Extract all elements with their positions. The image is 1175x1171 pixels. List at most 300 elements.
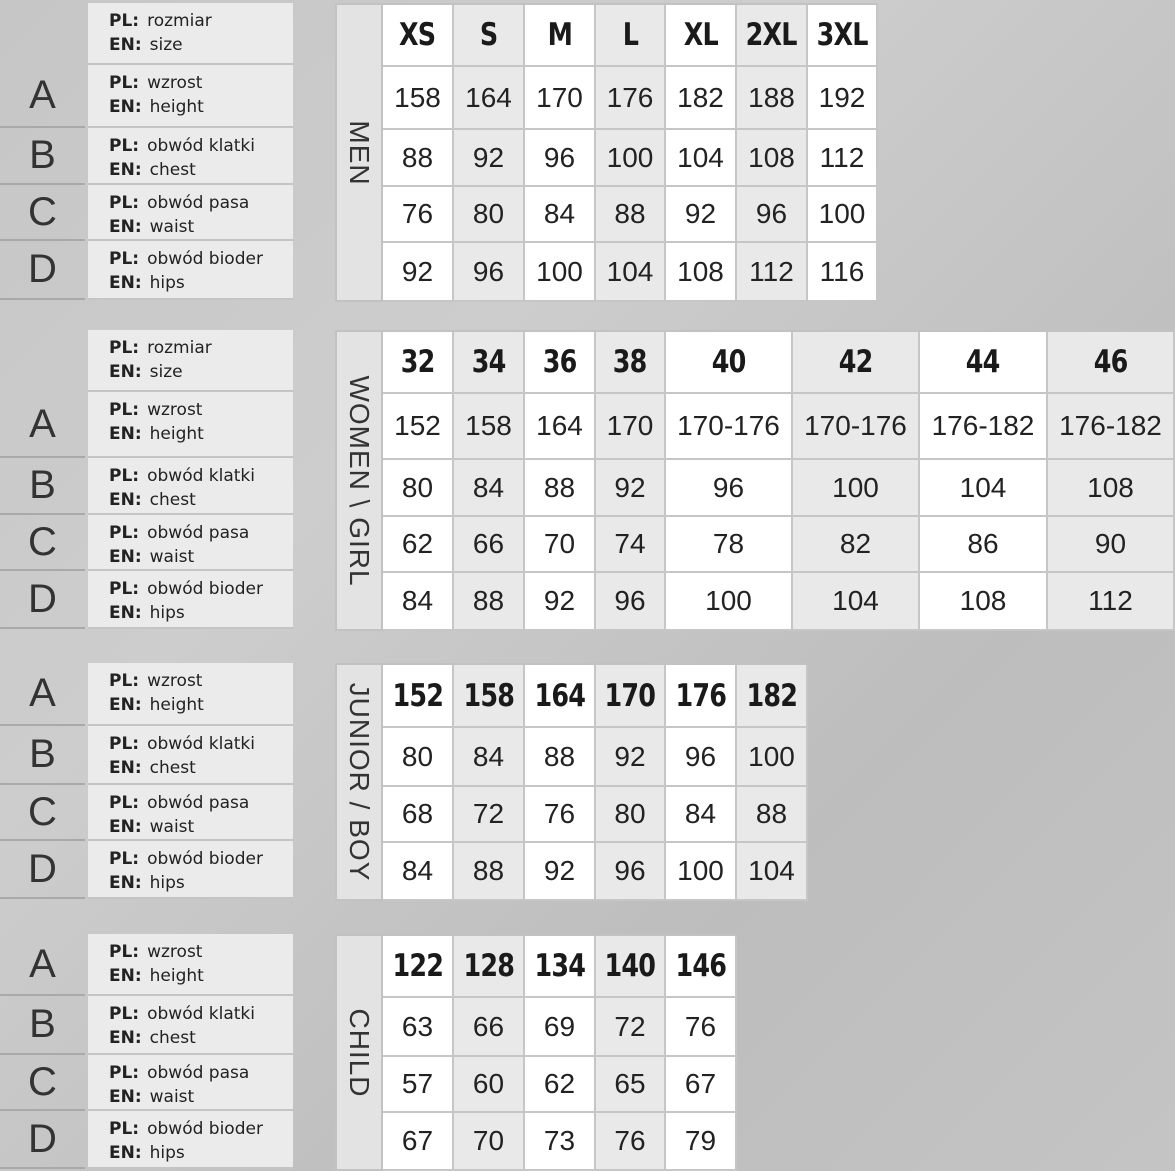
label-en-text: height xyxy=(149,695,204,715)
size-header-text: 182 xyxy=(746,677,797,714)
value-cell: 76 xyxy=(666,998,737,1057)
value-cell: 158 xyxy=(383,67,454,130)
prefix-pl: PL: xyxy=(109,1119,140,1139)
size-header-cell xyxy=(737,5,808,67)
value-cell: 96 xyxy=(737,187,808,243)
measure-letter: D xyxy=(0,571,85,629)
size-header-cell xyxy=(525,5,596,67)
value-cell: 79 xyxy=(666,1113,737,1171)
label-en-text: height xyxy=(149,424,204,444)
size-header-cell xyxy=(666,665,737,728)
prefix-pl: PL: xyxy=(109,671,140,691)
value-cell: 84 xyxy=(383,843,454,901)
size-header-text: 42 xyxy=(838,344,873,380)
size-header-cell xyxy=(383,5,454,67)
value-cell: 65 xyxy=(596,1057,666,1113)
prefix-en: EN: xyxy=(109,1087,142,1107)
measure-label xyxy=(88,241,293,300)
label-en-text: size xyxy=(149,35,183,55)
table-junior xyxy=(335,663,808,901)
measure-label xyxy=(88,1111,293,1169)
value-cell: 182 xyxy=(666,67,737,130)
prefix-en: EN: xyxy=(109,695,142,715)
label-en xyxy=(109,488,293,512)
value-cell: 96 xyxy=(596,573,666,631)
size-header-text: 146 xyxy=(675,948,726,984)
section-women xyxy=(0,330,1175,629)
label-en xyxy=(109,815,293,839)
value-cell: 88 xyxy=(454,573,525,631)
table-child xyxy=(335,934,737,1171)
value-cell: 88 xyxy=(525,460,596,517)
label-pl xyxy=(109,847,293,871)
label-pl xyxy=(109,1117,293,1141)
value-cell: 84 xyxy=(383,573,454,631)
value-cell: 92 xyxy=(596,460,666,517)
label-pl xyxy=(109,791,293,815)
section-men xyxy=(0,3,1175,300)
size-header-text: L xyxy=(622,17,638,53)
label-pl-text: obwód klatki xyxy=(147,466,256,486)
label-pl xyxy=(109,1002,293,1026)
size-header-text: 36 xyxy=(542,344,577,380)
label-en xyxy=(109,1141,293,1165)
label-pl-text: wzrost xyxy=(147,671,203,691)
measure-letter: A xyxy=(0,65,85,128)
size-header-text: 38 xyxy=(613,344,647,380)
label-en-text: height xyxy=(149,97,204,117)
measure-letter: B xyxy=(0,996,85,1055)
value-cell: 63 xyxy=(383,998,454,1057)
prefix-pl: PL: xyxy=(109,193,140,213)
label-en xyxy=(109,693,293,717)
prefix-en: EN: xyxy=(109,547,142,567)
size-header-cell xyxy=(1048,332,1175,394)
value-cell: 100 xyxy=(793,460,920,517)
prefix-pl: PL: xyxy=(109,1063,140,1083)
value-cell: 170 xyxy=(596,394,666,460)
value-cell: 112 xyxy=(737,243,808,302)
value-cell: 192 xyxy=(808,67,878,130)
size-header-text: 3XL xyxy=(816,17,868,53)
value-cell: 90 xyxy=(1048,517,1175,573)
label-pl-text: obwód pasa xyxy=(147,193,250,213)
value-cell: 57 xyxy=(383,1057,454,1113)
label-en-text: chest xyxy=(149,1028,196,1048)
size-header-cell xyxy=(383,332,454,394)
label-pl xyxy=(109,521,293,545)
value-cell: 84 xyxy=(525,187,596,243)
prefix-en: EN: xyxy=(109,217,142,237)
label-pl xyxy=(109,9,293,33)
value-cell: 108 xyxy=(920,573,1048,631)
measure-letter: D xyxy=(0,241,85,300)
prefix-pl: PL: xyxy=(109,734,140,754)
size-header-text: 134 xyxy=(534,948,585,984)
size-header-cell xyxy=(596,936,666,998)
value-cell: 158 xyxy=(454,394,525,460)
measure-label xyxy=(88,785,293,841)
label-en xyxy=(109,964,293,988)
label-pl xyxy=(109,191,293,215)
label-en-text: waist xyxy=(149,547,195,567)
label-pl xyxy=(109,247,293,271)
prefix-pl: PL: xyxy=(109,466,140,486)
size-label xyxy=(88,330,293,392)
prefix-pl: PL: xyxy=(109,942,140,962)
measure-letter: C xyxy=(0,1055,85,1111)
value-cell: 176-182 xyxy=(920,394,1048,460)
label-pl-text: obwód klatki xyxy=(147,136,256,156)
prefix-en: EN: xyxy=(109,817,142,837)
measure-letter: B xyxy=(0,726,85,785)
value-cell: 88 xyxy=(383,130,454,187)
value-cell: 62 xyxy=(383,517,454,573)
label-pl-text: wzrost xyxy=(147,942,203,962)
label-pl-text: obwód pasa xyxy=(147,793,250,813)
measure-letter: D xyxy=(0,1111,85,1169)
category-title: CHILD xyxy=(344,1007,375,1098)
value-cell: 176 xyxy=(596,67,666,130)
value-cell: 92 xyxy=(383,243,454,302)
prefix-pl: PL: xyxy=(109,249,140,269)
label-en xyxy=(109,158,293,182)
size-header-text: 152 xyxy=(392,677,443,714)
size-header-cell xyxy=(596,332,666,394)
value-cell: 164 xyxy=(525,394,596,460)
size-header-text: 158 xyxy=(463,677,514,714)
value-cell: 100 xyxy=(808,187,878,243)
section-child xyxy=(0,934,1175,1169)
category-title: JUNIOR / BOY xyxy=(344,682,375,882)
size-header-cell xyxy=(454,5,525,67)
measure-label xyxy=(88,128,293,185)
label-en-text: hips xyxy=(149,273,185,293)
value-cell: 88 xyxy=(454,843,525,901)
measure-label xyxy=(88,571,293,629)
value-cell: 72 xyxy=(596,998,666,1057)
label-pl xyxy=(109,669,293,693)
value-cell: 80 xyxy=(454,187,525,243)
measure-label xyxy=(88,458,293,515)
label-pl xyxy=(109,336,293,360)
prefix-en: EN: xyxy=(109,966,142,986)
prefix-pl: PL: xyxy=(109,579,140,599)
label-en xyxy=(109,601,293,625)
label-en xyxy=(109,1026,293,1050)
value-cell: 78 xyxy=(666,517,793,573)
prefix-en: EN: xyxy=(109,1028,142,1048)
value-cell: 80 xyxy=(596,787,666,843)
value-cell: 92 xyxy=(596,728,666,787)
measure-label xyxy=(88,934,293,996)
value-cell: 104 xyxy=(666,130,737,187)
measure-label xyxy=(88,663,293,726)
measure-label xyxy=(88,185,293,241)
measure-letter: A xyxy=(0,934,85,996)
value-cell: 176-182 xyxy=(1048,394,1175,460)
label-pl xyxy=(109,940,293,964)
size-header-text: 44 xyxy=(966,344,1000,380)
measure-label xyxy=(88,65,293,128)
size-header-text: 128 xyxy=(463,948,514,984)
size-header-cell xyxy=(920,332,1048,394)
measure-label xyxy=(88,996,293,1055)
value-cell: 84 xyxy=(666,787,737,843)
value-cell: 92 xyxy=(525,573,596,631)
value-cell: 82 xyxy=(793,517,920,573)
measure-letter: C xyxy=(0,785,85,841)
size-label xyxy=(88,3,293,65)
value-cell: 104 xyxy=(793,573,920,631)
measure-label xyxy=(88,392,293,458)
label-pl-text: obwód pasa xyxy=(147,523,250,543)
size-header-text: 34 xyxy=(471,344,506,380)
table-women xyxy=(335,330,1175,631)
label-pl-text: obwód klatki xyxy=(147,734,256,754)
value-cell: 152 xyxy=(383,394,454,460)
size-header-text: 2XL xyxy=(745,17,798,53)
label-pl-text: obwód klatki xyxy=(147,1004,256,1024)
value-cell: 88 xyxy=(596,187,666,243)
measure-label xyxy=(88,515,293,571)
category-title: WOMEN \ GIRL xyxy=(344,374,375,587)
label-pl-text: obwód bioder xyxy=(147,579,263,599)
value-cell: 188 xyxy=(737,67,808,130)
value-cell: 104 xyxy=(737,843,808,901)
value-cell: 70 xyxy=(525,517,596,573)
label-en-text: waist xyxy=(149,1087,195,1107)
label-en-text: hips xyxy=(149,1143,185,1163)
value-cell: 66 xyxy=(454,998,525,1057)
size-header-text: 40 xyxy=(711,344,746,380)
prefix-pl: PL: xyxy=(109,136,140,156)
value-cell: 72 xyxy=(454,787,525,843)
label-pl-text: obwód bioder xyxy=(147,249,263,269)
value-cell: 96 xyxy=(525,130,596,187)
value-cell: 92 xyxy=(666,187,737,243)
size-header-cell xyxy=(454,332,525,394)
label-pl-text: obwód bioder xyxy=(147,849,263,869)
value-cell: 84 xyxy=(454,728,525,787)
size-header-cell xyxy=(596,665,666,728)
value-cell: 92 xyxy=(454,130,525,187)
value-cell: 112 xyxy=(808,130,878,187)
label-en xyxy=(109,215,293,239)
prefix-en: EN: xyxy=(109,873,142,893)
label-pl-text: obwód bioder xyxy=(147,1119,263,1139)
value-cell: 76 xyxy=(383,187,454,243)
label-en xyxy=(109,271,293,295)
label-pl xyxy=(109,398,293,422)
prefix-pl: PL: xyxy=(109,1004,140,1024)
size-header-cell xyxy=(666,936,737,998)
value-cell: 80 xyxy=(383,460,454,517)
label-en-text: waist xyxy=(149,217,195,237)
prefix-en: EN: xyxy=(109,362,142,382)
value-cell: 100 xyxy=(596,130,666,187)
value-cell: 69 xyxy=(525,998,596,1057)
label-en xyxy=(109,422,293,446)
label-en-text: height xyxy=(149,966,204,986)
value-cell: 70 xyxy=(454,1113,525,1171)
prefix-pl: PL: xyxy=(109,849,140,869)
value-cell: 108 xyxy=(1048,460,1175,517)
value-cell: 170 xyxy=(525,67,596,130)
value-cell: 67 xyxy=(383,1113,454,1171)
label-en xyxy=(109,1085,293,1109)
size-header-text: XL xyxy=(683,17,718,53)
value-cell: 92 xyxy=(525,843,596,901)
value-cell: 86 xyxy=(920,517,1048,573)
value-cell: 100 xyxy=(666,843,737,901)
measure-letter: A xyxy=(0,392,85,458)
size-header-text: XS xyxy=(399,17,436,53)
value-cell: 100 xyxy=(666,573,793,631)
label-en xyxy=(109,95,293,119)
measure-letter: B xyxy=(0,128,85,185)
measure-label xyxy=(88,841,293,899)
value-cell: 170-176 xyxy=(666,394,793,460)
category-label xyxy=(337,5,383,300)
label-en-text: chest xyxy=(149,490,196,510)
measure-label xyxy=(88,726,293,785)
value-cell: 68 xyxy=(383,787,454,843)
prefix-pl: PL: xyxy=(109,11,140,31)
value-cell: 100 xyxy=(737,728,808,787)
label-en-text: hips xyxy=(149,603,185,623)
measure-letter: D xyxy=(0,841,85,899)
size-header-cell xyxy=(596,5,666,67)
value-cell: 96 xyxy=(596,843,666,901)
value-cell: 116 xyxy=(808,243,878,302)
size-header-cell xyxy=(666,332,793,394)
prefix-pl: PL: xyxy=(109,338,140,358)
label-pl xyxy=(109,1061,293,1085)
label-en xyxy=(109,545,293,569)
prefix-pl: PL: xyxy=(109,400,140,420)
label-pl-text: wzrost xyxy=(147,73,203,93)
value-cell: 73 xyxy=(525,1113,596,1171)
value-cell: 88 xyxy=(737,787,808,843)
table-men xyxy=(335,3,878,302)
size-header-text: 46 xyxy=(1093,344,1128,380)
prefix-pl: PL: xyxy=(109,73,140,93)
category-title: MEN xyxy=(344,119,375,186)
label-en-text: chest xyxy=(149,758,196,778)
prefix-en: EN: xyxy=(109,35,142,55)
label-en-text: size xyxy=(149,362,183,382)
value-cell: 96 xyxy=(666,460,793,517)
size-header-cell xyxy=(808,5,878,67)
prefix-en: EN: xyxy=(109,97,142,117)
label-pl xyxy=(109,464,293,488)
prefix-en: EN: xyxy=(109,1143,142,1163)
value-cell: 170-176 xyxy=(793,394,920,460)
label-en-text: chest xyxy=(149,160,196,180)
value-cell: 62 xyxy=(525,1057,596,1113)
category-label xyxy=(337,665,383,899)
value-cell: 164 xyxy=(454,67,525,130)
size-header-text: 32 xyxy=(400,344,435,380)
value-cell: 108 xyxy=(737,130,808,187)
measure-letter: C xyxy=(0,515,85,571)
value-cell: 76 xyxy=(525,787,596,843)
size-header-text: M xyxy=(547,17,572,53)
label-en xyxy=(109,756,293,780)
prefix-pl: PL: xyxy=(109,523,140,543)
label-pl-text: wzrost xyxy=(147,400,203,420)
label-pl-text: obwód pasa xyxy=(147,1063,250,1083)
label-pl-text: rozmiar xyxy=(147,338,212,358)
value-cell: 96 xyxy=(666,728,737,787)
label-en xyxy=(109,871,293,895)
size-header-cell xyxy=(454,936,525,998)
label-pl xyxy=(109,134,293,158)
value-cell: 100 xyxy=(525,243,596,302)
size-header-text: 122 xyxy=(392,948,443,984)
category-label xyxy=(337,332,383,629)
value-cell: 112 xyxy=(1048,573,1175,631)
prefix-en: EN: xyxy=(109,273,142,293)
value-cell: 66 xyxy=(454,517,525,573)
section-junior xyxy=(0,663,1175,899)
size-header-cell xyxy=(525,936,596,998)
category-label xyxy=(337,936,383,1169)
size-header-cell xyxy=(383,936,454,998)
value-cell: 84 xyxy=(454,460,525,517)
size-header-cell xyxy=(454,665,525,728)
value-cell: 104 xyxy=(596,243,666,302)
size-header-cell xyxy=(793,332,920,394)
value-cell: 60 xyxy=(454,1057,525,1113)
label-pl xyxy=(109,71,293,95)
size-header-text: 176 xyxy=(675,677,726,714)
size-header-cell xyxy=(525,332,596,394)
size-header-cell xyxy=(525,665,596,728)
value-cell: 74 xyxy=(596,517,666,573)
label-pl-text: rozmiar xyxy=(147,11,212,31)
size-header-cell xyxy=(737,665,808,728)
label-pl xyxy=(109,577,293,601)
prefix-en: EN: xyxy=(109,758,142,778)
size-header-text: 164 xyxy=(534,677,585,714)
prefix-en: EN: xyxy=(109,603,142,623)
size-header-cell xyxy=(383,665,454,728)
value-cell: 67 xyxy=(666,1057,737,1113)
value-cell: 108 xyxy=(666,243,737,302)
value-cell: 88 xyxy=(525,728,596,787)
size-header-text: 170 xyxy=(604,677,656,714)
value-cell: 96 xyxy=(454,243,525,302)
measure-label xyxy=(88,1055,293,1111)
size-header-cell xyxy=(666,5,737,67)
value-cell: 80 xyxy=(383,728,454,787)
label-en xyxy=(109,33,293,57)
measure-letter: B xyxy=(0,458,85,515)
prefix-en: EN: xyxy=(109,160,142,180)
prefix-en: EN: xyxy=(109,490,142,510)
value-cell: 76 xyxy=(596,1113,666,1171)
label-pl xyxy=(109,732,293,756)
label-en xyxy=(109,360,293,384)
prefix-pl: PL: xyxy=(109,793,140,813)
size-header-text: 140 xyxy=(604,948,656,984)
prefix-en: EN: xyxy=(109,424,142,444)
measure-letter: A xyxy=(0,663,85,726)
measure-letter: C xyxy=(0,185,85,241)
size-header-text: S xyxy=(479,17,498,53)
